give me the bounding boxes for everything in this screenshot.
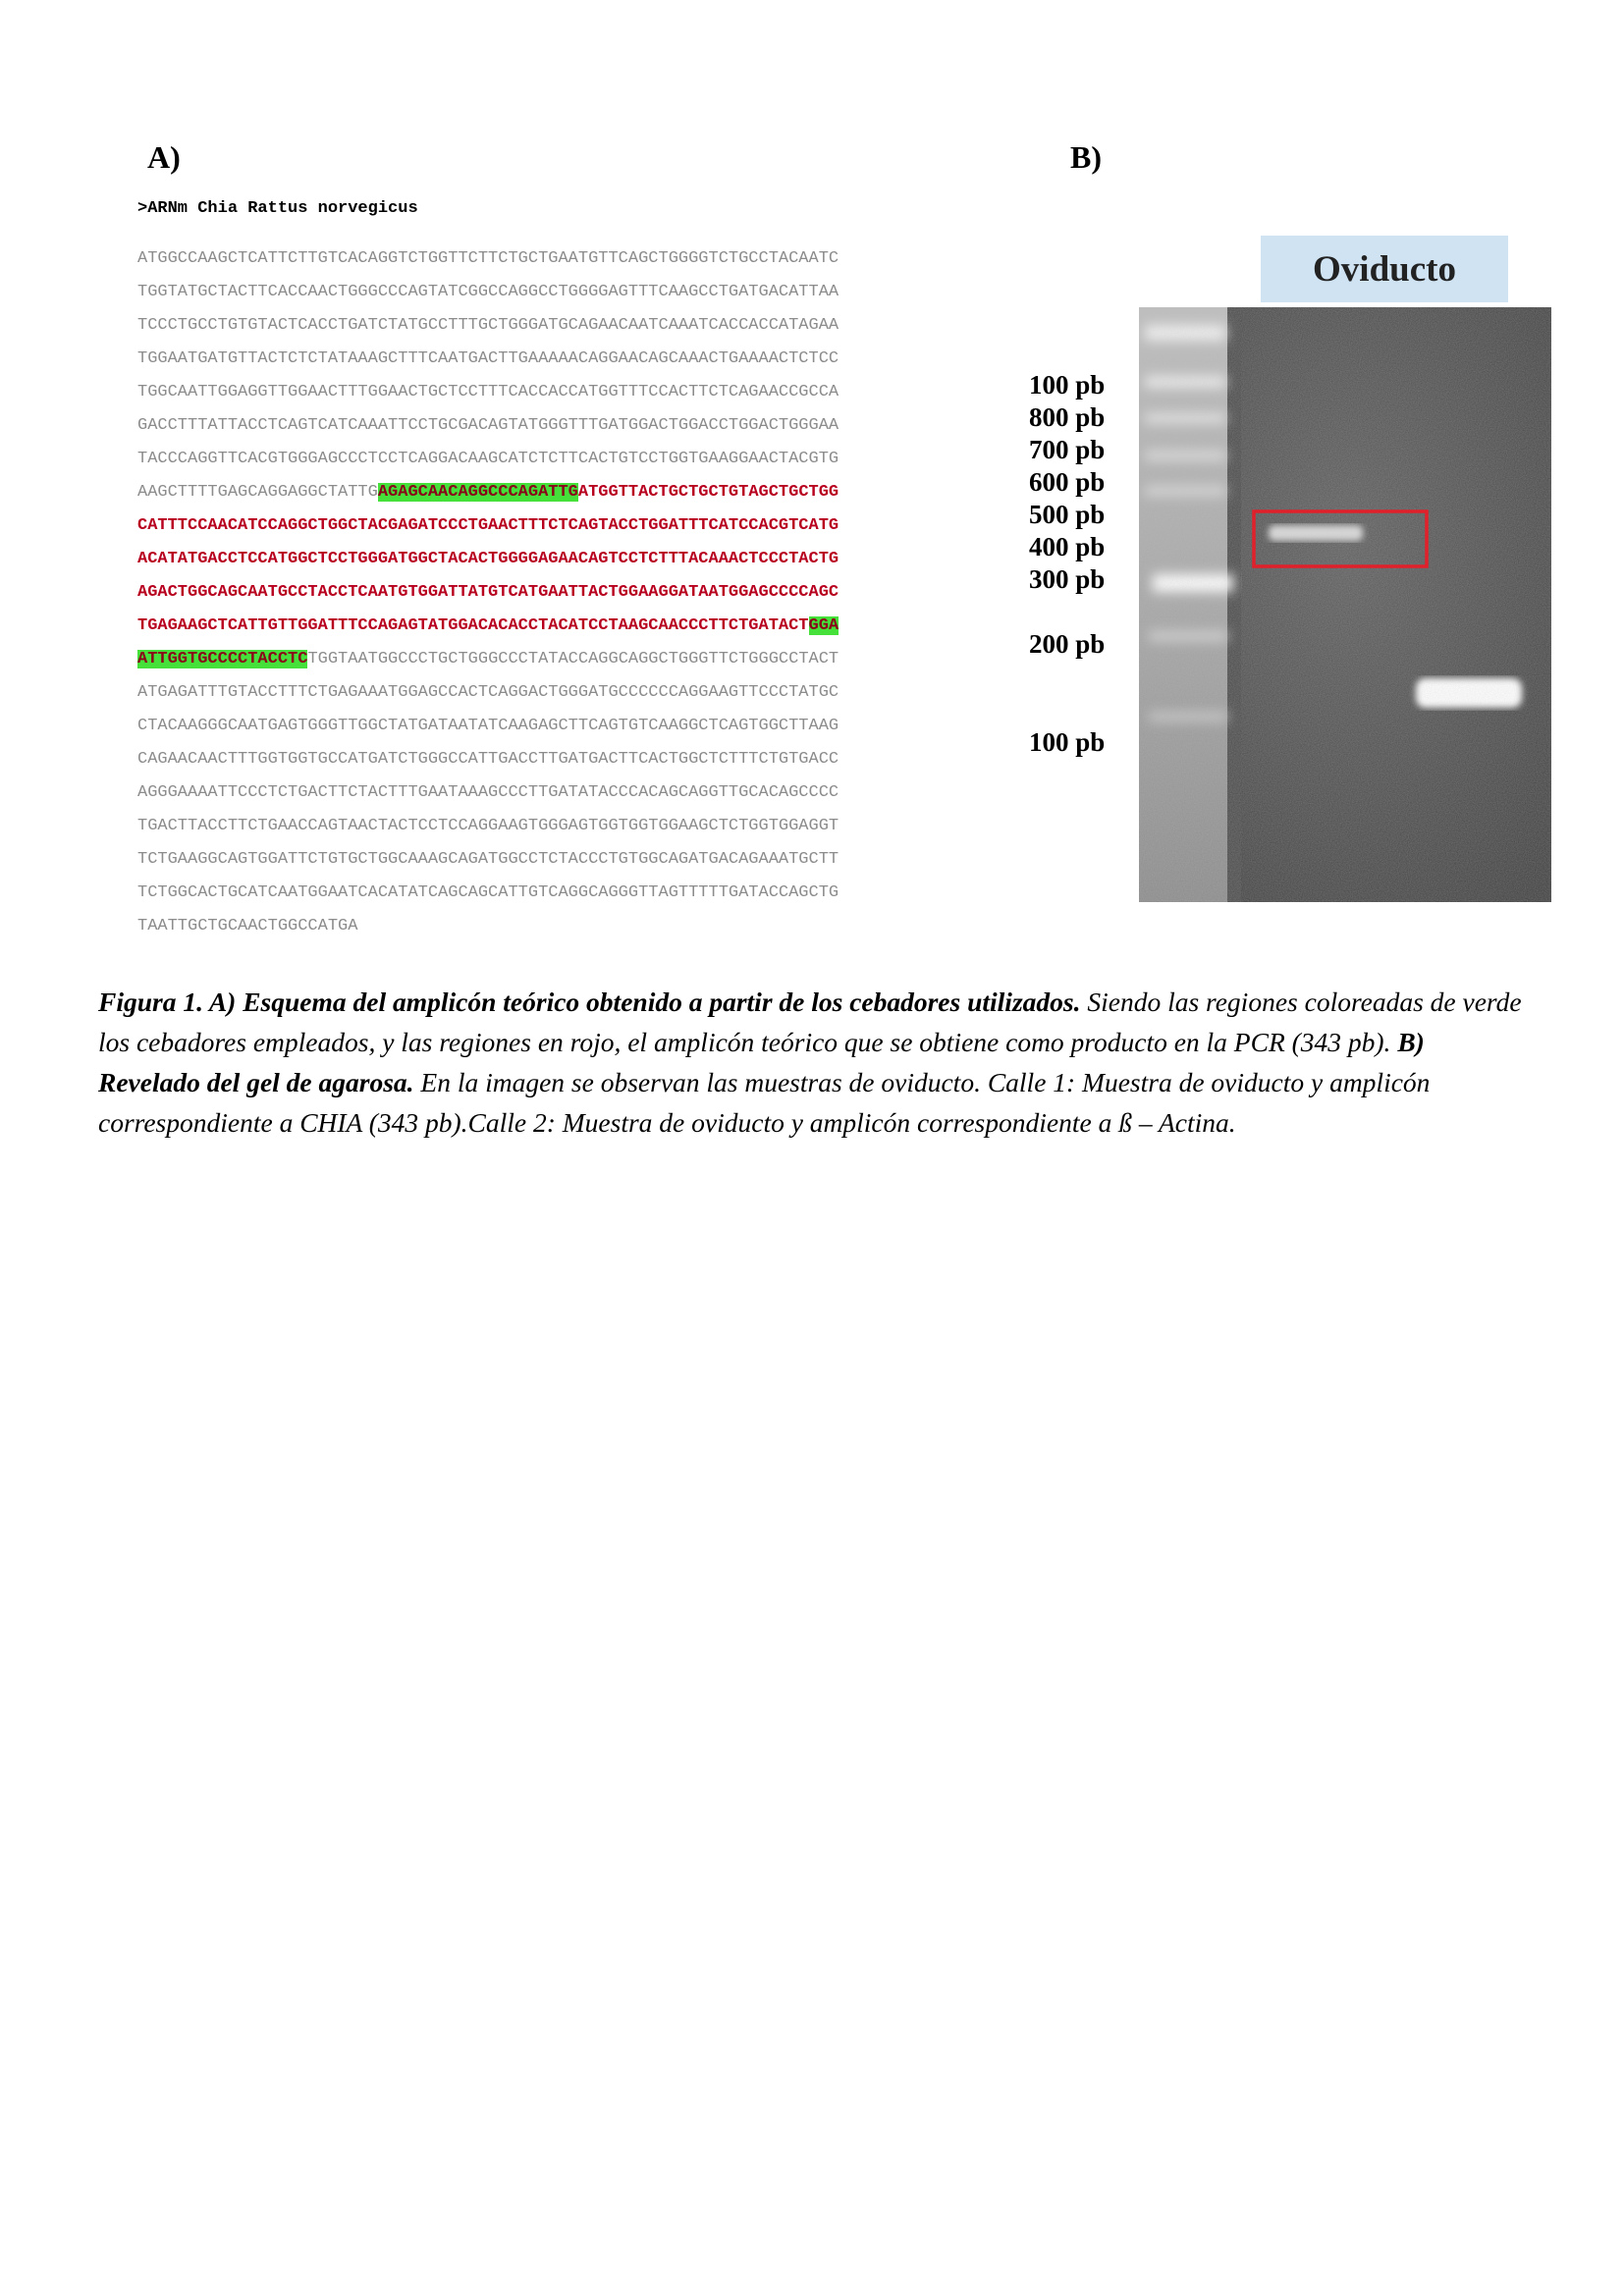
sequence-line — [137, 242, 972, 276]
sequence-line — [137, 343, 972, 376]
sequence-line — [137, 543, 972, 576]
sequence-line — [137, 676, 972, 710]
sequence-line — [137, 776, 972, 810]
ladder-label: 800 pb — [1029, 402, 1106, 432]
primer-segment: ATTGGTGCCCCTACCTC — [137, 650, 308, 668]
caption-text-a: Siendo las regiones coloreadas de verde los cebadores empleados, y las regiones en rojo, el amplicón teórico que se obtiene como producto en la PCR (343 pb). — [98, 987, 1522, 1057]
sequence-header: >ARNm Chia Rattus norvegicus — [137, 199, 418, 218]
sequence-segment: GACCTTTATTACCTCAGTCATCAAATTCCTGCGACAGTATGGGTTTGATGGACTGGACCTGGACTGGGAA — [137, 416, 839, 435]
ladder-label: 200 pb — [1029, 629, 1106, 659]
caption-title: Figura 1. A) Esquema del amplicón teórico obtenido a partir de los cebadores utilizados. — [98, 987, 1081, 1017]
sequence-line — [137, 843, 972, 877]
sequence-line — [137, 643, 972, 676]
amplicon-segment: AGACTGGCAGCAATGCCTACCTCAATGTGGATTATGTCATGAATTACTGGAAGGATAATGGAGCCCCAGC — [137, 583, 839, 602]
ladder-label: 300 pb — [1029, 564, 1106, 594]
gel-title-box — [1261, 236, 1508, 302]
primer-segment: GGA — [808, 616, 839, 635]
sequence-segment: AAGCTTTTGAGCAGGAGGCTATTG — [137, 483, 378, 502]
sequence-segment: TAATTGCTGCAACTGGCCATGA — [137, 917, 358, 935]
sequence-line — [137, 309, 972, 343]
gel-figure — [1139, 236, 1551, 903]
sequence-segment: AGGGAAAATTCCCTCTGACTTCTACTTTGAATAAAGCCCTTGATATACCCACAGCAGGTTGCACAGCCCC — [137, 783, 839, 802]
sequence-segment: TCCCTGCCTGTGTACTCACCTGATCTATGCCTTTGCTGGGATGCAGAACAATCAAATCACCACCATAGAA — [137, 316, 839, 335]
sequence-segment: ATGAGATTTGTACCTTTCTGAGAAATGGAGCCACTCAGGACTGGGATGCCCCCCAGGAAGTTCCCTATGC — [137, 683, 839, 702]
sequence-line — [137, 810, 972, 843]
panel-a-label: A) — [147, 139, 181, 175]
sequence-line — [137, 877, 972, 910]
sequence-segment: ATGGCCAAGCTCATTCTTGTCACAGGTCTGGTTCTTCTGCTGAATGTTCAGCTGGGGTCTGCCTACAATC — [137, 249, 839, 268]
sequence-line — [137, 376, 972, 409]
panel-b-label: B) — [1070, 139, 1102, 175]
sequence-segment: TGGTATGCTACTTCACCAACTGGGCCCAGTATCGGCCAGGCCTGGGGAGTTTCAAGCCTGATGACATTAA — [137, 283, 839, 301]
sequence-line — [137, 743, 972, 776]
mrna-sequence — [137, 242, 972, 943]
ladder-label: 100 pb — [1029, 370, 1106, 400]
amplicon-segment: ACATATGACCTCCATGGCTCCTGGGATGGCTACACTGGGGAGAACAGTCCTCTTTACAAACTCCCTACTG — [137, 550, 839, 568]
gel-noise — [1139, 307, 1551, 902]
sequence-segment: TGGCAATTGGAGGTTGGAACTTTGGAACTGCTCCTTTCACCACCATGGTTTCCACTTCTCAGAACCGCCA — [137, 383, 839, 401]
sequence-segment: TGGTAATGGCCCTGCTGGGCCCTATACCAGGCAGGCTGGGTTCTGGGCCTACT — [307, 650, 839, 668]
sequence-segment: CTACAAGGGCAATGAGTGGGTTGGCTATGATAATATCAAGAGCTTCAGTGTCAAGGCTCAGTGGCTTAAG — [137, 717, 839, 735]
sequence-segment: TGACTTACCTTCTGAACCAGTAACTACTCCTCCAGGAAGTGGGAGTGGTGGTGGAAGCTCTGGTGGAGGT — [137, 817, 839, 835]
sequence-segment: TCTGGCACTGCATCAATGGAATCACATATCAGCAGCATTGTCAGGCAGGGTTAGTTTTTGATACCAGCTG — [137, 883, 839, 902]
sequence-line — [137, 576, 972, 610]
amplicon-segment: TGAGAAGCTCATTGTTGGATTTCCAGAGTATGGACACACCTACATCCTAAGCAACCCTTCTGATACT — [137, 616, 809, 635]
ladder-label: 700 pb — [1029, 435, 1106, 464]
sequence-line — [137, 710, 972, 743]
sequence-segment: TCTGAAGGCAGTGGATTCTGTGCTGGCAAAGCAGATGGCCTCTACCCTGTGGCAGATGACAGAAATGCTT — [137, 850, 839, 869]
ladder-label: 100 pb — [1029, 727, 1106, 757]
ladder-label: 500 pb — [1029, 500, 1106, 529]
sequence-line — [137, 476, 972, 509]
caption-b-title: B) Revelado del gel de agarosa. — [98, 1027, 1425, 1097]
primer-segment: AGAGCAACAGGCCCAGATTG — [377, 483, 578, 502]
sequence-line — [137, 610, 972, 643]
ladder-label: 600 pb — [1029, 467, 1106, 497]
sequence-line — [137, 276, 972, 309]
agarose-gel-image — [1139, 307, 1551, 902]
caption-text-b: En la imagen se observan las muestras de oviducto. Calle 1: Muestra de oviducto y amplicón correspondiente a CHIA (343 pb).Calle 2: Muestra de oviducto y amplicón correspondiente a ß – Actina. — [98, 1067, 1431, 1138]
sequence-line — [137, 910, 972, 943]
amplicon-segment: ATGGTTACTGCTGCTGTAGCTGCTGG — [577, 483, 839, 502]
figure-caption — [98, 982, 1532, 1143]
gel-title: Oviducto — [1313, 248, 1456, 290]
ladder-label: 400 pb — [1029, 532, 1106, 561]
sequence-line — [137, 509, 972, 543]
amplicon-segment: CATTTCCAACATCCAGGCTGGCTACGAGATCCCTGAACTTTCTCAGTACCTGGATTTCATCCACGTCATG — [137, 516, 839, 535]
sequence-segment: TACCCAGGTTCACGTGGGAGCCCTCCTCAGGACAAGCATCTCTTCACTGTCCTGGTGAAGGAACTACGTG — [137, 450, 839, 468]
sequence-line — [137, 443, 972, 476]
sequence-segment: TGGAATGATGTTACTCTCTATAAAGCTTTCAATGACTTGAAAAACAGGAACAGCAAACTGAAAACTCTCC — [137, 349, 839, 368]
sequence-line — [137, 409, 972, 443]
sequence-segment: CAGAACAACTTTGGTGGTGCCATGATCTGGGCCATTGACCTTGATGACTTCACTGGCTCTTTCTGTGACC — [137, 750, 839, 769]
